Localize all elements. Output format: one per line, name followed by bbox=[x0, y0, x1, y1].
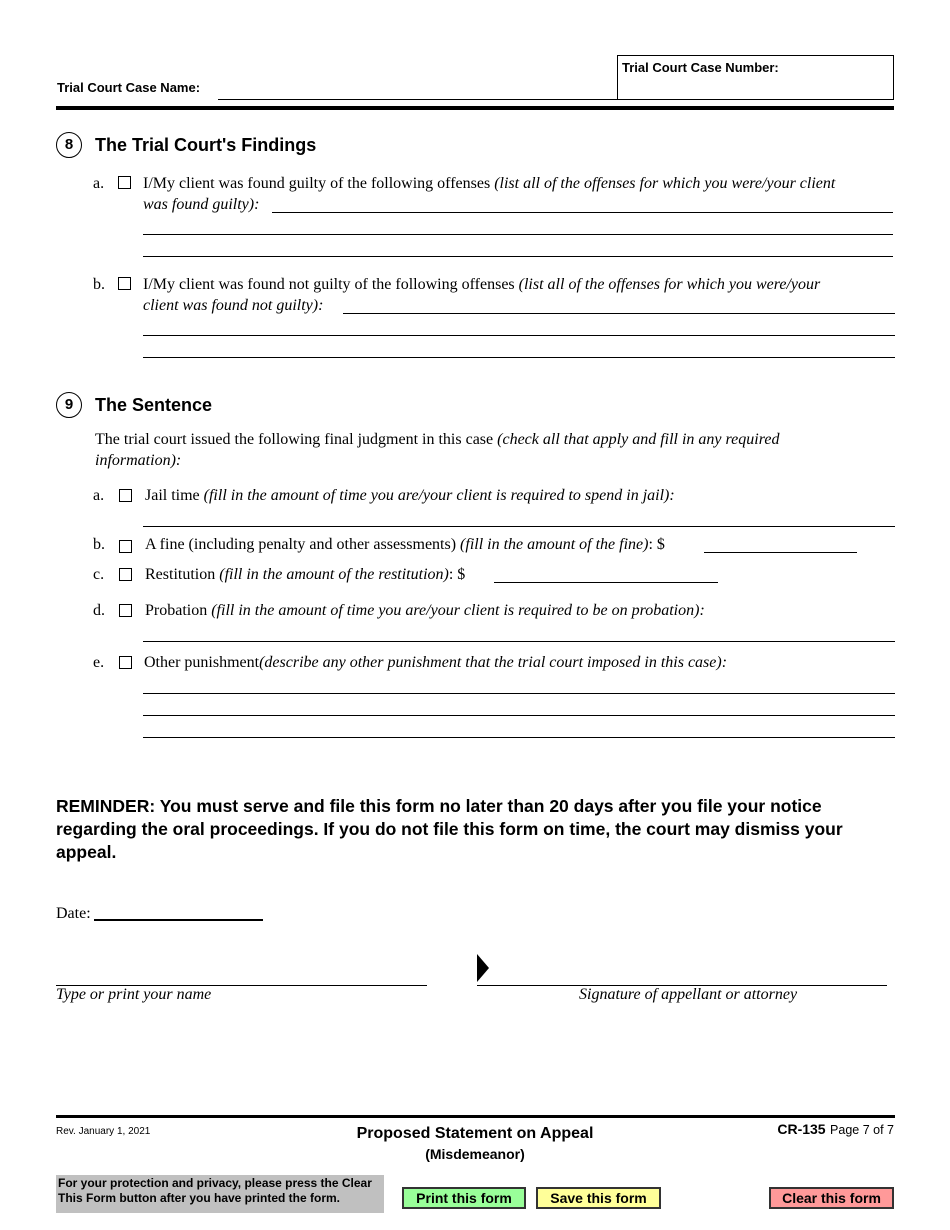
section-9-intro-italic-1: (check all that apply and fill in any required bbox=[497, 431, 780, 448]
item-9e-field-3[interactable] bbox=[143, 737, 895, 738]
date-label: Date: bbox=[56, 905, 91, 922]
item-8b-text: I/My client was found not guilty of the following offenses bbox=[143, 276, 519, 293]
item-9c-line bbox=[145, 564, 465, 585]
item-9d-line bbox=[145, 600, 705, 621]
signature-arrow-icon bbox=[476, 954, 490, 982]
privacy-line-1: For your protection and privacy, please press the Clear bbox=[58, 1176, 372, 1190]
revision-date: Rev. January 1, 2021 bbox=[56, 1126, 151, 1137]
item-9d-field[interactable] bbox=[143, 641, 895, 642]
item-8a-italic-1: (list all of the offenses for which you were/your client bbox=[494, 175, 836, 192]
item-9a-text: Jail time bbox=[145, 487, 204, 504]
item-8b-letter: b. bbox=[93, 276, 105, 293]
reminder-line-1: REMINDER: You must serve and file this form no later than 20 days after you file your notice bbox=[56, 796, 822, 816]
case-name-label: Trial Court Case Name: bbox=[57, 80, 201, 95]
privacy-line-2: This Form button after you have printed the form. bbox=[58, 1191, 341, 1205]
item-8a-letter: a. bbox=[93, 175, 105, 192]
section-8-title: The Trial Court's Findings bbox=[95, 135, 317, 155]
section-9-number: 9 bbox=[56, 392, 82, 418]
signature-caption: Signature of appellant or attorney bbox=[579, 986, 798, 1003]
form-title: Proposed Statement on Appeal bbox=[356, 1125, 594, 1142]
form-page-info bbox=[700, 1121, 894, 1139]
item-9b-fine-field[interactable] bbox=[704, 552, 857, 553]
item-8b-field-3[interactable] bbox=[143, 357, 895, 358]
item-9d-letter: d. bbox=[93, 602, 105, 619]
item-9c-checkbox[interactable] bbox=[119, 568, 132, 581]
reminder-text bbox=[56, 795, 843, 864]
item-9d-text: Probation bbox=[145, 602, 212, 619]
item-9a-letter: a. bbox=[93, 487, 105, 504]
print-button[interactable]: Print this form bbox=[402, 1187, 526, 1209]
item-9b-italic: (fill in the amount of the fine) bbox=[460, 536, 649, 553]
date-field[interactable] bbox=[94, 919, 263, 921]
reminder-line-3: appeal. bbox=[56, 842, 117, 862]
item-8a-line1 bbox=[143, 173, 835, 194]
item-9d-italic: (fill in the amount of time you are/your client is required to be on probation): bbox=[211, 602, 705, 619]
item-9c-letter: c. bbox=[93, 566, 105, 583]
case-name-field[interactable] bbox=[218, 99, 618, 100]
item-8b-field-2[interactable] bbox=[143, 335, 895, 336]
item-8a-text: I/My client was found guilty of the following offenses bbox=[143, 175, 495, 192]
item-9c-restitution-field[interactable] bbox=[494, 582, 718, 583]
item-9c-italic: (fill in the amount of the restitution) bbox=[219, 566, 449, 583]
item-9b-checkbox[interactable] bbox=[119, 540, 132, 553]
item-8a-field-3[interactable] bbox=[143, 256, 893, 257]
item-9e-field-1[interactable] bbox=[143, 693, 895, 694]
item-9e-line bbox=[144, 652, 727, 673]
item-9b-text: A fine (including penalty and other assessments) bbox=[145, 536, 461, 553]
case-number-label: Trial Court Case Number: bbox=[622, 60, 779, 75]
item-9d-checkbox[interactable] bbox=[119, 604, 132, 617]
header-rule bbox=[56, 106, 894, 110]
item-8b-checkbox[interactable] bbox=[118, 277, 131, 290]
save-button[interactable]: Save this form bbox=[536, 1187, 661, 1209]
section-9-intro-italic-2: information): bbox=[95, 452, 182, 469]
section-9-intro-line1 bbox=[95, 429, 779, 450]
item-9a-line bbox=[145, 485, 675, 506]
item-8a-italic-2: was found guilty): bbox=[143, 196, 260, 213]
item-8a-checkbox[interactable] bbox=[118, 176, 131, 189]
item-8b-field-1[interactable] bbox=[343, 313, 895, 314]
clear-button[interactable]: Clear this form bbox=[769, 1187, 894, 1209]
item-8a-field-2[interactable] bbox=[143, 234, 893, 235]
section-8-number: 8 bbox=[56, 132, 82, 158]
item-9a-italic: (fill in the amount of time you are/your client is required to spend in jail): bbox=[203, 487, 675, 504]
item-8b-line1 bbox=[143, 274, 820, 295]
footer-rule bbox=[56, 1115, 895, 1118]
item-9c-text: Restitution bbox=[145, 566, 220, 583]
item-9e-checkbox[interactable] bbox=[119, 656, 132, 669]
item-9e-text: Other punishment bbox=[144, 654, 260, 671]
item-9e-italic: (describe any other punishment that the trial court imposed in this case): bbox=[259, 654, 728, 671]
item-8a-field-1[interactable] bbox=[272, 212, 893, 213]
item-9e-field-2[interactable] bbox=[143, 715, 895, 716]
privacy-notice bbox=[56, 1175, 384, 1213]
item-9a-checkbox[interactable] bbox=[119, 489, 132, 502]
section-9-intro-text: The trial court issued the following final judgment in this case bbox=[95, 431, 498, 448]
reminder-line-2: regarding the oral proceedings. If you do not file this form on time, the court may dismiss your bbox=[56, 819, 843, 839]
section-9-title: The Sentence bbox=[95, 395, 213, 415]
form-code: CR-135 bbox=[777, 1121, 826, 1137]
item-9e-letter: e. bbox=[93, 654, 105, 671]
item-9a-field[interactable] bbox=[143, 526, 895, 527]
name-caption: Type or print your name bbox=[56, 986, 212, 1003]
page-number: Page 7 of 7 bbox=[830, 1123, 894, 1137]
form-subtitle: (Misdemeanor) bbox=[425, 1146, 525, 1162]
item-9b-letter: b. bbox=[93, 536, 105, 553]
item-9c-suffix: : $ bbox=[448, 566, 466, 583]
item-8b-italic-2: client was found not guilty): bbox=[143, 297, 324, 314]
item-8b-italic-1: (list all of the offenses for which you were/your bbox=[518, 276, 821, 293]
item-9b-line bbox=[145, 534, 665, 555]
item-9b-suffix: : $ bbox=[648, 536, 665, 553]
